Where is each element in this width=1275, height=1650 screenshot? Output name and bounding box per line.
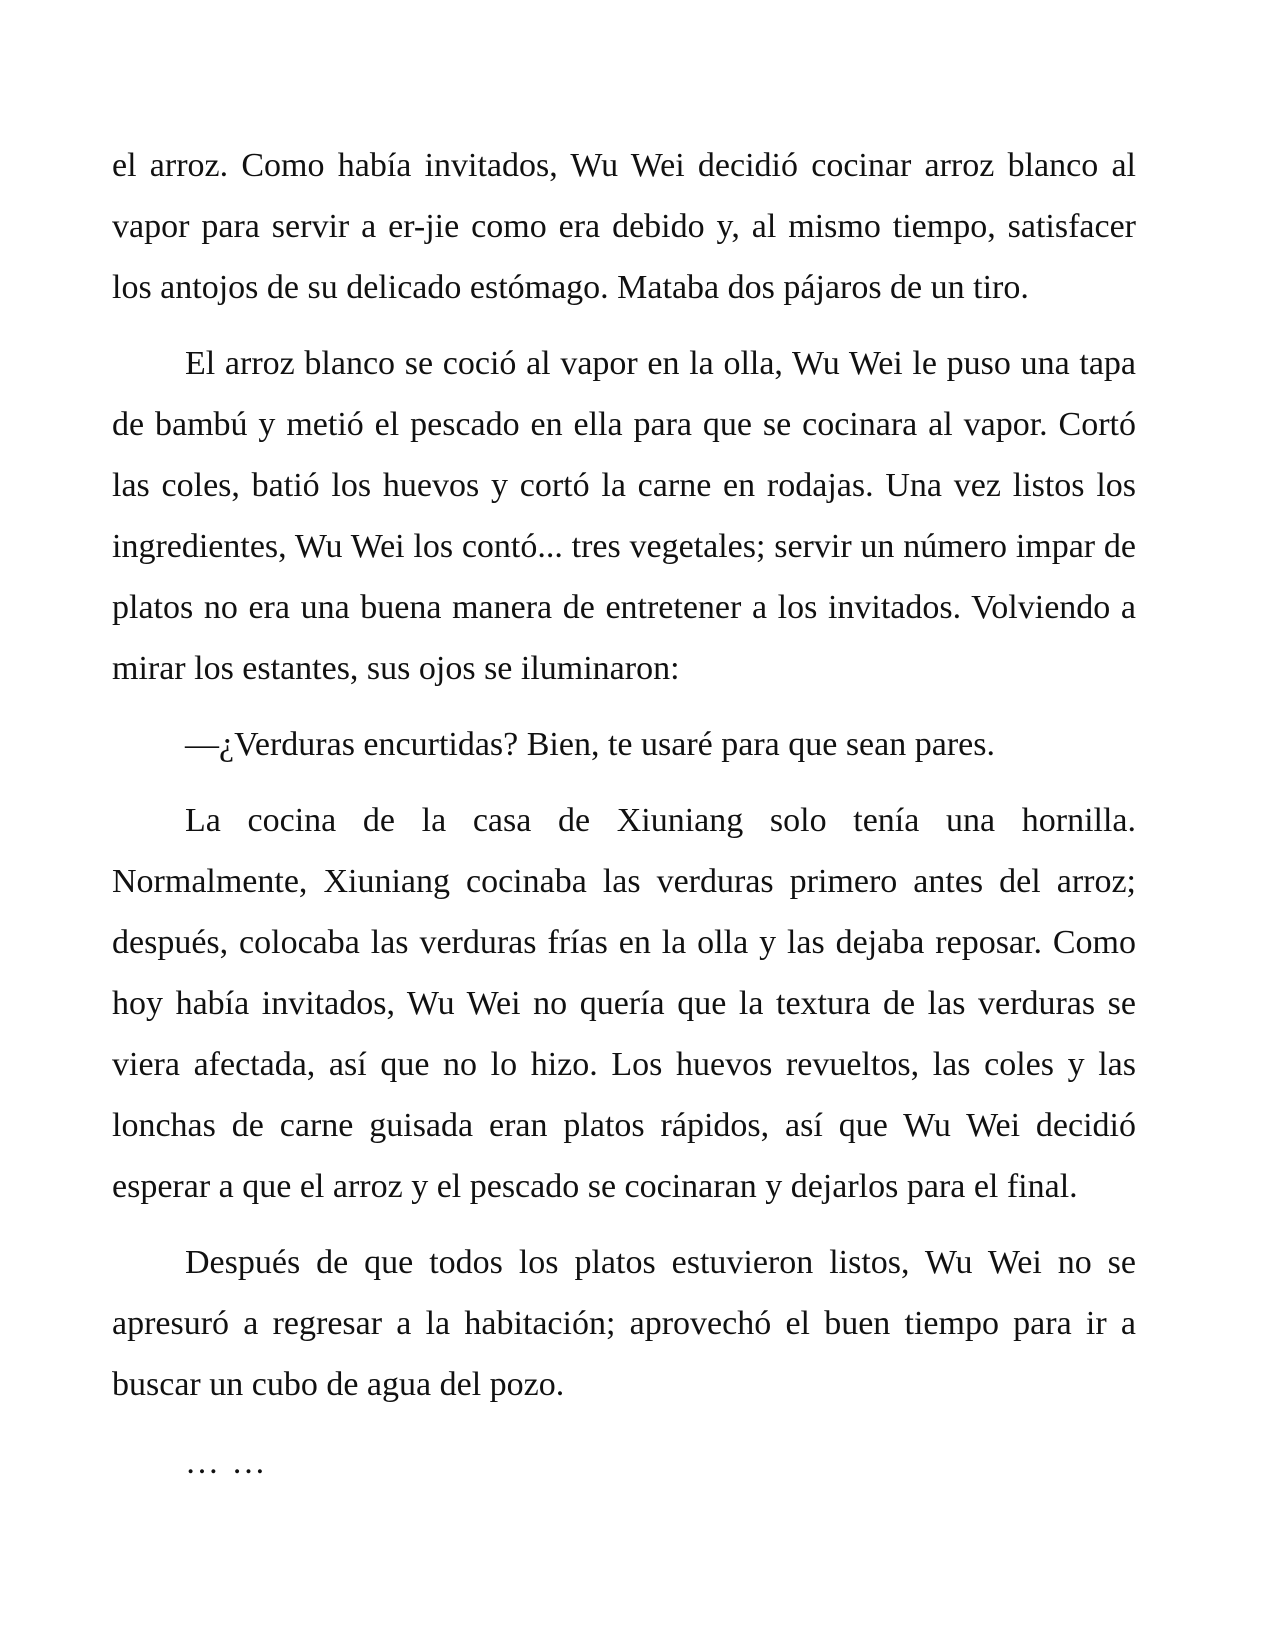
- dialogue-line: —¿Verduras encurtidas? Bien, te usaré para que sean pares.: [185, 726, 995, 763]
- paragraph-continuation: el arroz. Como había invitados, Wu Wei decidió cocinar arroz blanco al vapor para servir a er-jie como era debido y, al mismo tiempo, satisfacer los antojos de su delicado estómago. Mataba dos pájaros de un tiro.: [112, 147, 1136, 306]
- document-page: [112, 135, 1136, 1508]
- scene-break-ellipsis: … …: [185, 1444, 268, 1481]
- paragraph-well-water: Después de que todos los platos estuvieron listos, Wu Wei no se apresuró a regresar a la habitación; aprovechó el buen tiempo para ir a buscar un cubo de agua del pozo.: [112, 1244, 1136, 1403]
- paragraph-steaming: El arroz blanco se coció al vapor en la olla, Wu Wei le puso una tapa de bambú y metió el pescado en ella para que se cocinara al vapor. Cortó las coles, batió los huevos y cortó la carne en rodajas. Una vez listos los ingredientes, Wu Wei los contó... tres vegetales; servir un número impar de platos no era una buena manera de entretener a los invitados. Volviendo a mirar los estantes, sus ojos se iluminaron:: [112, 345, 1136, 687]
- paragraph-kitchen: La cocina de la casa de Xiuniang solo tenía una hornilla. Normalmente, Xiuniang cocinaba las verduras primero antes del arroz; después, colocaba las verduras frías en la olla y las dejaba reposar. Como hoy había invitados, Wu Wei no quería que la textura de las verduras se viera afectada, así que no lo hizo. Los huevos revueltos, las coles y las lonchas de carne guisada eran platos rápidos, así que Wu Wei decidió esperar a que el arroz y el pescado se cocinaran y dejarlos para el final.: [112, 802, 1136, 1205]
